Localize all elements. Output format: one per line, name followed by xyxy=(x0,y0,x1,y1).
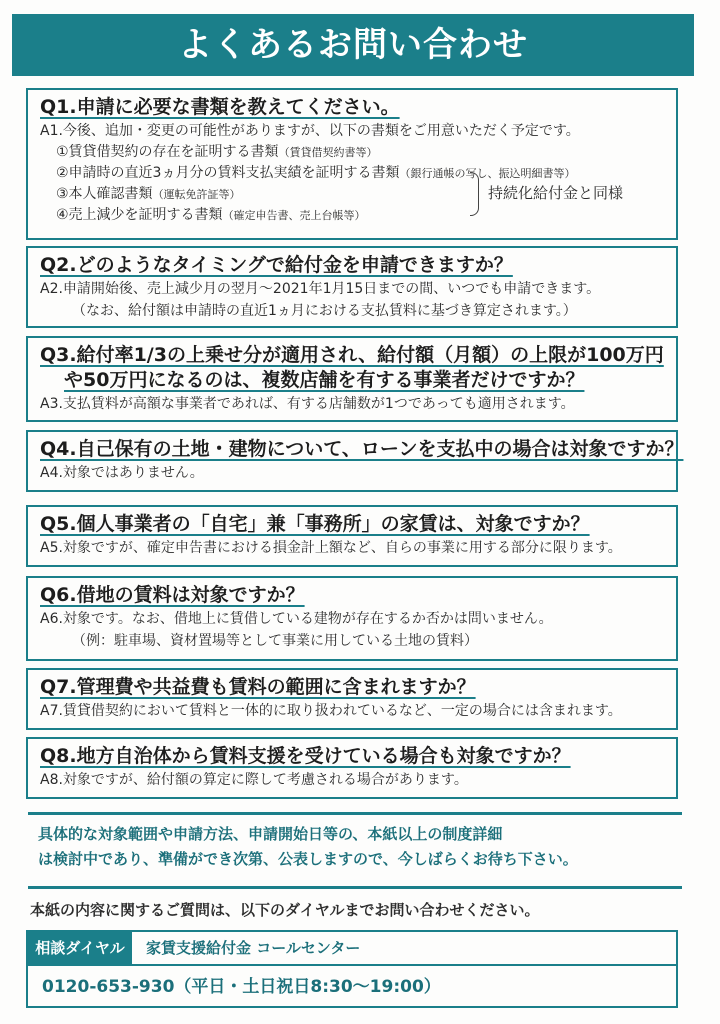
dial-divider xyxy=(28,964,676,966)
dial-label: 相談ダイヤル xyxy=(28,932,132,964)
document-item-2-text: ②申請時の直近3ヵ月分の賃料支払実績を証明する書類 xyxy=(56,165,400,181)
divider-top xyxy=(28,812,682,815)
question-q7: Q7.管理費や共益費も賃料の範囲に含まれますか？ xyxy=(40,676,476,698)
contact-dial-box xyxy=(26,930,678,1008)
answer-q6: A6.対象です。なお、借地上に賃借している建物が存在するか否かは問いません。 xyxy=(40,611,553,627)
faq-item-q4 xyxy=(26,430,684,492)
answer-q5: A5.対象ですが、確定申告書における損金計上額など、自らの事業に用する部分に限ります。 xyxy=(40,540,622,556)
answer-q4: A4.対象ではありません。 xyxy=(40,465,204,481)
page-title: よくあるお問い合わせ xyxy=(178,25,528,65)
answer-q7: A7.賃貸借契約において賃料と一体的に取り扱われているなど、一定の場合には含まれます。 xyxy=(40,703,622,719)
notice-line-2: は検討中であり、準備ができ次第、公表しますので、今しばらくお待ち下さい。 xyxy=(38,850,578,868)
notice-block xyxy=(38,822,578,872)
document-item-1-text: ①賃貸借契約の存在を証明する書類 xyxy=(56,144,279,160)
brace-label: 持続化給付金と同様 xyxy=(488,184,624,202)
document-item-4 xyxy=(40,205,664,226)
phone-number[interactable]: 0120-653-930（平日・土日祝日8:30～19:00） xyxy=(42,977,441,997)
question-q4: Q4.自己保有の土地・建物について、ローンを支払中の場合は対象ですか？ xyxy=(40,438,684,460)
document-item-3-note: （運転免許証等） xyxy=(152,188,241,201)
question-q3-line1: Q3.給付率1/3の上乗せ分が適用され、給付額（月額）の上限が100万円 xyxy=(40,344,664,366)
faq-item-q6 xyxy=(26,576,678,661)
answer-q6-example: （例：駐車場、資材置場等として事業に用している土地の賃料） xyxy=(72,633,478,649)
brace-bracket xyxy=(470,172,479,216)
page-header xyxy=(12,14,694,76)
contact-note: 本紙の内容に関するご質問は、以下のダイヤルまでお問い合わせください。 xyxy=(30,901,540,919)
document-item-3-text: ③本人確認書類 xyxy=(56,186,153,202)
question-q2: Q2.どのようなタイミングで給付金を申請できますか？ xyxy=(40,254,513,276)
document-item-4-note: （確定申告書、売上台帳等） xyxy=(222,209,366,222)
document-item-2 xyxy=(40,163,664,184)
answer-q2: A2.申請開始後、売上減少月の翌月～2021年1月15日までの間、いつでも申請できます。 xyxy=(40,281,601,297)
divider-bottom xyxy=(28,886,682,889)
document-item-1 xyxy=(40,142,664,163)
notice-line-1: 具体的な対象範囲や申請方法、申請開始日等の、本紙以上の制度詳細 xyxy=(38,825,503,843)
faq-item-q3 xyxy=(26,336,678,422)
faq-item-q2 xyxy=(26,246,678,328)
answer-q1: A1.今後、追加・変更の可能性がありますが、以下の書類をご用意いただく予定です。 xyxy=(40,123,580,139)
faq-item-q5 xyxy=(26,505,678,567)
question-q5: Q5.個人事業者の「自宅」兼「事務所」の家賃は、対象ですか？ xyxy=(40,513,590,535)
document-item-4-text: ④売上減少を証明する書類 xyxy=(56,207,223,223)
answer-q3: A3.支払賃料が高額な事業者であれば、有する店舗数が1つであっても適用されます。 xyxy=(40,396,575,412)
answer-q8: A8.対象ですが、給付額の算定に際して考慮される場合があります。 xyxy=(40,772,468,788)
faq-item-q7 xyxy=(26,668,678,730)
question-q1: Q1.申請に必要な書類を教えてください。 xyxy=(40,96,400,118)
document-item-2-note: （銀行通帳の写し、振込明細書等） xyxy=(399,167,576,180)
question-q3-line2: や50万円になるのは、複数店舗を有する事業者だけですか？ xyxy=(64,369,585,391)
question-q8: Q8.地方自治体から賃料支援を受けている場合も対象ですか？ xyxy=(40,745,571,767)
call-center-name: 家賃支援給付金 コールセンター xyxy=(146,939,361,957)
answer-q2-note: （なお、給付額は申請時の直近1ヵ月における支払賃料に基づき算定されます。） xyxy=(72,303,577,319)
faq-item-q1 xyxy=(26,88,678,240)
faq-item-q8 xyxy=(26,737,678,799)
question-q6: Q6.借地の賃料は対象ですか？ xyxy=(40,584,305,606)
document-item-1-note: （賃貸借契約書等） xyxy=(278,146,378,159)
